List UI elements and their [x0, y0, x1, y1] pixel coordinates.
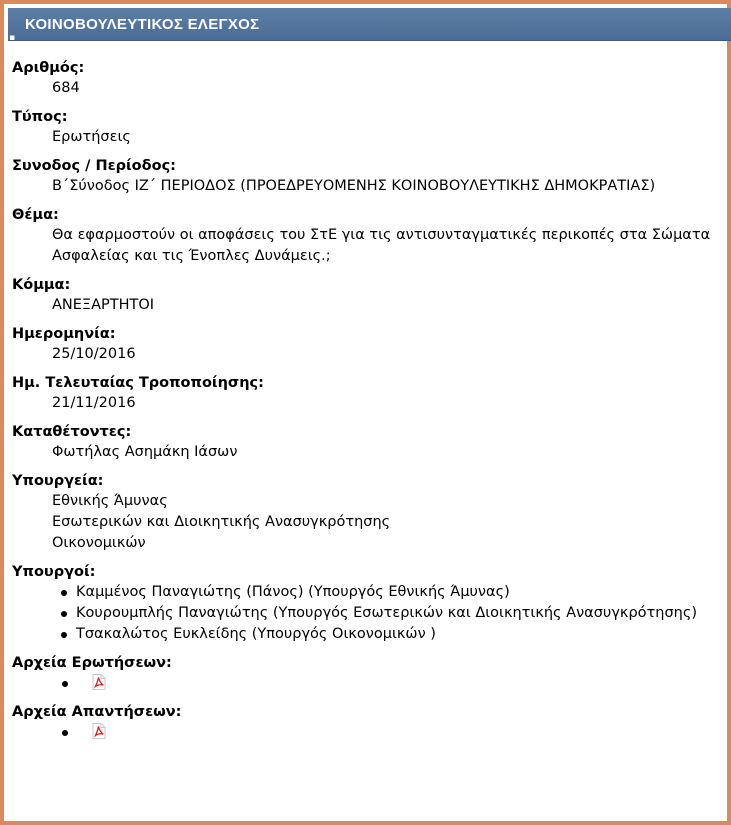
field-ministries [12, 472, 717, 554]
section-header [8, 8, 731, 41]
field-value: Ερωτήσεις [52, 129, 131, 145]
field-ministers [12, 563, 717, 645]
field-answer-files [12, 703, 717, 743]
field-label: Καταθέτοντες: [12, 424, 132, 440]
field-label: Θέμα: [12, 207, 59, 223]
field-type [12, 108, 717, 148]
field-label: Τύπος: [12, 109, 68, 125]
field-party [12, 276, 717, 316]
field-label: Αριθμός: [12, 60, 85, 76]
field-last-modified [12, 374, 717, 414]
pdf-icon[interactable] [92, 723, 106, 739]
ministry-item: Εθνικής Άμυνας [52, 493, 168, 509]
ministers-list [12, 582, 717, 645]
field-value: 684 [52, 80, 80, 96]
field-label: Συνοδος / Περίοδος: [12, 158, 176, 174]
field-value: 25/10/2016 [52, 346, 136, 362]
field-value: Φωτήλας Ασημάκη Ιάσων [52, 444, 238, 460]
bullet-icon [62, 730, 68, 736]
ministry-item: Εσωτερικών και Διοικητικής Ανασυγκρότησης [52, 514, 391, 530]
field-value: ΑΝΕΞΑΡΤΗΤΟΙ [52, 297, 155, 313]
minister-item: Καμμένος Παναγιώτης (Πάνος) (Υπουργός Εθνικής Άμυνας) [76, 582, 717, 603]
ministry-item: Οικονομικών [52, 535, 146, 551]
field-subject [12, 206, 717, 267]
field-value: 21/11/2016 [52, 395, 136, 411]
field-label: Κόμμα: [12, 277, 71, 293]
field-label: Υπουργοί: [12, 564, 96, 580]
field-date [12, 325, 717, 365]
field-submitters [12, 423, 717, 463]
pdf-icon[interactable] [92, 674, 106, 690]
field-session [12, 157, 717, 197]
field-value: Β΄Σύνοδος ΙΖ΄ ΠΕΡΙΟΔΟΣ (ΠΡΟΕΔΡΕΥΟΜΕΝΗΣ ΚΟΙΝΟΒΟΥΛΕΥΤΙΚΗΣ ΔΗΜΟΚΡΑΤΙΑΣ) [52, 178, 656, 194]
field-label: Ημ. Τελευταίας Τροποποίησης: [12, 375, 264, 391]
section-title: ΚΟΙΝΟΒΟΥΛΕΥΤΙΚΟΣ ΕΛΕΓΧΟΣ [25, 16, 260, 33]
record-details [12, 59, 717, 752]
file-item [12, 722, 717, 743]
field-value: Θα εφαρμοστούν οι αποφάσεις του ΣτΕ για τις αντισυνταγματικές περικοπές στα Σώματα Ασφαλείας και τις Ένοπλες Δυνάμεις.; [52, 227, 711, 264]
file-item [12, 673, 717, 694]
corner-mark-icon: ▪ [9, 33, 16, 43]
minister-item: Κουρουμπλής Παναγιώτης (Υπουργός Εσωτερικών και Διοικητικής Ανασυγκρότησης) [76, 603, 717, 624]
field-label: Υπουργεία: [12, 473, 104, 489]
minister-item: Τσακαλώτος Ευκλείδης (Υπουργός Οικονομικών ) [76, 624, 717, 645]
field-label: Αρχεία Ερωτήσεων: [12, 655, 172, 671]
bullet-icon [62, 681, 68, 687]
field-number [12, 59, 717, 99]
field-label: Ημερομηνία: [12, 326, 116, 342]
field-question-files [12, 654, 717, 694]
field-label: Αρχεία Απαντήσεων: [12, 704, 182, 720]
